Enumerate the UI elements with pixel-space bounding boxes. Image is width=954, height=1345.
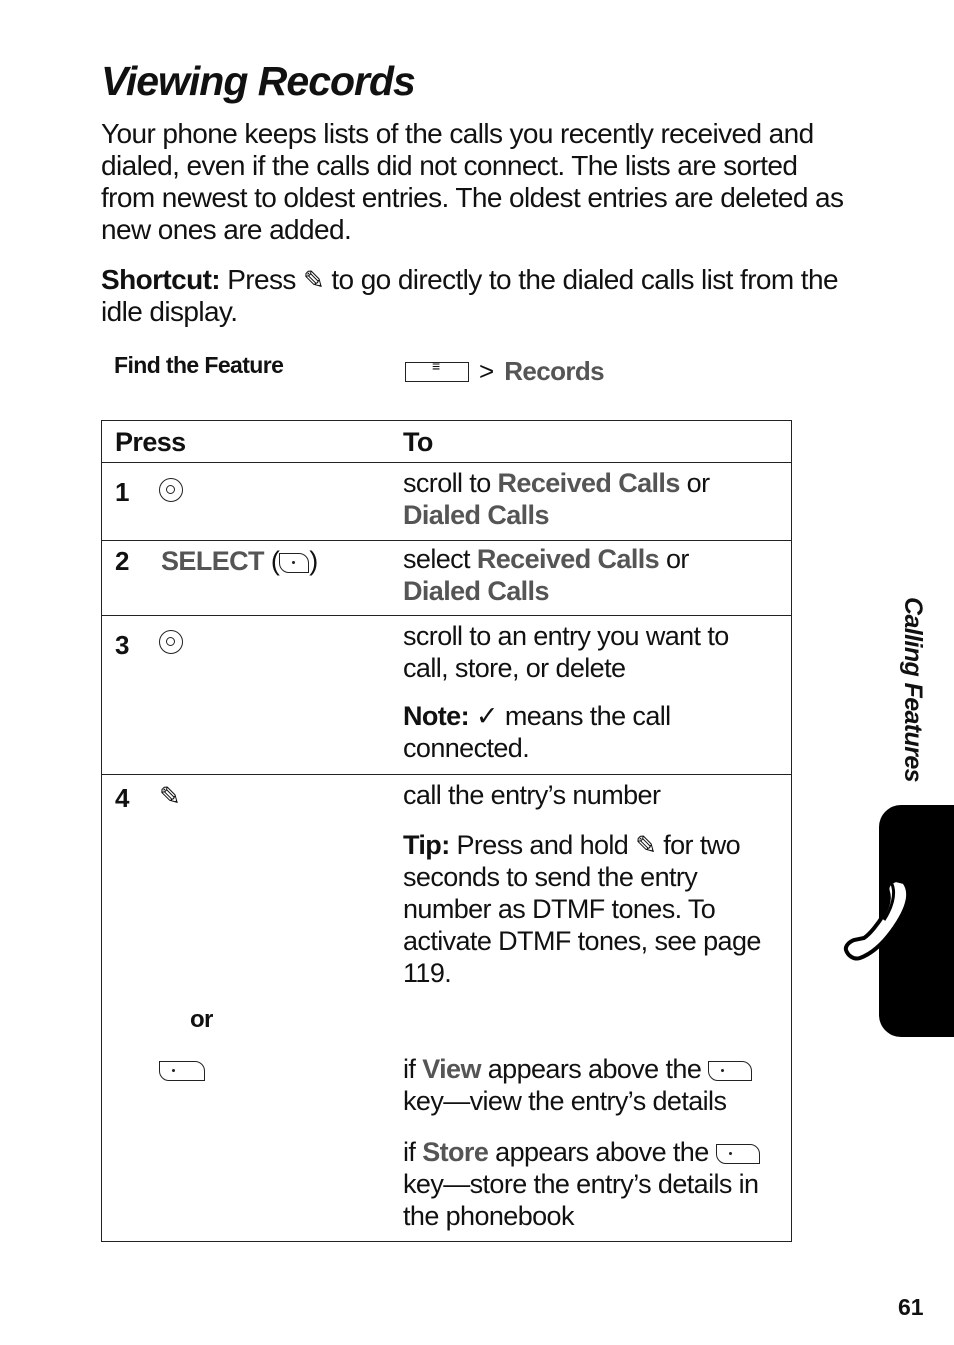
note-text: means the call connected. — [403, 701, 671, 763]
find-feature-path — [405, 356, 604, 387]
send-key-icon: ✎ — [302, 265, 325, 295]
tip-text-b: for two seconds to send the entry number as DTMF tones. To activate DTMF tones, see page 119. — [403, 830, 761, 988]
received-calls-option: Received Calls — [497, 468, 680, 498]
step-2-text: select — [403, 544, 470, 574]
step-1-to — [403, 467, 773, 531]
or-text: or — [665, 544, 689, 574]
step-3-press — [159, 629, 183, 661]
side-label-text: Calling Features — [898, 596, 927, 782]
soft-key-icon — [708, 1061, 752, 1081]
if-text: if — [403, 1137, 416, 1167]
shortcut-label: Shortcut: — [101, 264, 221, 295]
shortcut-text-after: to go directly to the dialed calls list from the idle display. — [101, 264, 838, 327]
shortcut-text-before: Press — [227, 264, 296, 295]
instructions-table — [101, 420, 792, 1242]
note-label: Note: — [403, 701, 469, 731]
header-to: To — [403, 427, 433, 457]
tip-text-a: Press and hold — [456, 830, 629, 860]
header-press: Press — [115, 427, 186, 457]
feature-records: Records — [504, 356, 605, 386]
row-divider — [102, 462, 791, 463]
intro-paragraph: Your phone keeps lists of the calls you recently received and dialed, even if the calls did not connect. The lists are sorted from newest to oldest entries. The oldest entries are deleted as new ones are added. — [101, 118, 844, 245]
step-4-tip — [403, 829, 773, 989]
select-key-label: SELECT — [161, 546, 264, 576]
step-number-4: 4 — [115, 783, 129, 813]
step-3-to: scroll to an entry you want to call, store, or delete — [403, 621, 729, 683]
menu-key-icon — [405, 362, 469, 382]
nav-key-icon — [159, 478, 183, 502]
received-calls-option: Received Calls — [476, 544, 660, 574]
send-key-icon: ✎ — [635, 830, 657, 860]
step-number-1: 1 — [115, 477, 129, 507]
section-side-label — [892, 594, 932, 784]
checkmark-icon: ✓ — [475, 701, 498, 731]
step-2-press — [161, 545, 318, 577]
phone-icon — [816, 872, 914, 964]
dialed-calls-option: Dialed Calls — [403, 500, 549, 530]
store-text-b: appears above the — [495, 1137, 709, 1167]
soft-key-icon — [279, 553, 309, 573]
step-1-text: scroll to — [403, 468, 491, 498]
view-text-c: key—view the entry’s details — [403, 1086, 727, 1116]
page-title: Viewing Records — [101, 58, 415, 104]
store-word: Store — [422, 1137, 489, 1167]
send-key-icon: ✎ — [159, 781, 181, 811]
or-label: or — [190, 1006, 213, 1033]
soft-key-icon — [716, 1144, 760, 1164]
step-number-3: 3 — [115, 630, 129, 660]
step-4-to: call the entry’s number — [403, 780, 661, 810]
feature-separator: > — [479, 356, 495, 386]
step-4-press — [159, 780, 180, 812]
step-4-store — [403, 1136, 773, 1232]
view-word: View — [422, 1054, 481, 1084]
view-text-b: appears above the — [487, 1054, 702, 1084]
step-1-press — [159, 477, 183, 509]
tip-label: Tip: — [403, 830, 450, 860]
store-text-c: key—store the entry’s details in the phonebook — [403, 1169, 759, 1231]
or-text: or — [686, 468, 710, 498]
shortcut-paragraph — [101, 264, 846, 328]
paren-close: ) — [309, 546, 318, 576]
soft-key-icon — [159, 1061, 205, 1081]
step-2-to — [403, 543, 773, 607]
step-4-view — [403, 1053, 773, 1117]
step-4-alt-press — [159, 1053, 205, 1085]
row-divider — [102, 615, 791, 616]
find-feature-label: Find the Feature — [114, 352, 284, 378]
step-number-2: 2 — [115, 546, 129, 576]
dialed-calls-option: Dialed Calls — [403, 576, 549, 606]
row-divider — [102, 540, 791, 541]
paren-open: ( — [270, 546, 280, 576]
row-divider — [102, 774, 791, 775]
page-number: 61 — [898, 1294, 924, 1320]
step-3-note — [403, 700, 763, 764]
if-text: if — [403, 1054, 416, 1084]
nav-key-icon — [159, 630, 183, 654]
